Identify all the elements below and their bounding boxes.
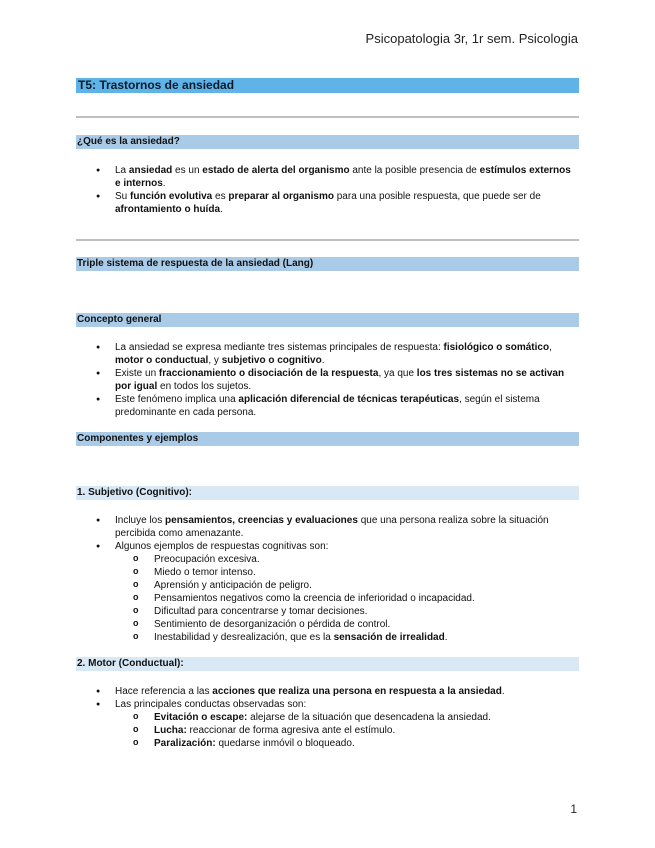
list-item: ● Este fenómeno implica una aplicación diferencial de técnicas terapéuticas, según el sistema predominante en cada persona. bbox=[76, 393, 579, 419]
list-item: ● La ansiedad es un estado de alerta del organismo ante la posible presencia de estímulos externos e internos. bbox=[76, 164, 579, 190]
list-item: ● Algunos ejemplos de respuestas cognitivas son: o Preocupación excesiva. o Miedo o temor intenso. o Aprensión y anticipación de peligro. o Pensamientos negativos como la creencia de inferioridad o incapacidad. o Dificultad para concentrarse y tomar decisiones. o Sentimiento de desorganización o pérdida de control. o Inestabilidad y desrealización, que es la sensación de irrealidad. bbox=[76, 540, 579, 644]
bullet-list-que-es bbox=[76, 164, 579, 216]
section-heading-concepto-general: Concepto general bbox=[76, 313, 579, 327]
list-item: ● Incluye los pensamientos, creencias y evaluaciones que una persona realiza sobre la situación percibida como amenazante. bbox=[76, 514, 579, 540]
sub-list-item: o Preocupación excesiva. bbox=[115, 553, 579, 566]
running-header: Psicopatologia 3r, 1r sem. Psicologia bbox=[365, 31, 578, 46]
sub-list-item: o Aprensión y anticipación de peligro. bbox=[115, 579, 579, 592]
sub-list-item: o Pensamientos negativos como la creencia de inferioridad o incapacidad. bbox=[115, 592, 579, 605]
list-item: ● Las principales conductas observadas son: o Evitación o escape: alejarse de la situación que desencadena la ansiedad. o Lucha: reaccionar de forma agresiva ante el estímulo. o Paralización: quedarse inmóvil o bloqueado. bbox=[76, 698, 579, 750]
bullet-list-subjetivo bbox=[76, 514, 579, 644]
section-heading-que-es: ¿Qué es la ansiedad? bbox=[76, 135, 579, 149]
subsection-heading-motor: 2. Motor (Conductual): bbox=[76, 657, 579, 671]
sub-list-item: o Inestabilidad y desrealización, que es la sensación de irrealidad. bbox=[115, 631, 579, 644]
document-title: T5: Trastornos de ansiedad bbox=[76, 78, 579, 93]
sub-list-item: o Evitación o escape: alejarse de la situación que desencadena la ansiedad. bbox=[115, 711, 579, 724]
list-item: ● Su función evolutiva es preparar al organismo para una posible respuesta, que puede ser de afrontamiento o huída. bbox=[76, 190, 579, 216]
list-item: ● Hace referencia a las acciones que realiza una persona en respuesta a la ansiedad. bbox=[76, 685, 579, 698]
section-heading-triple-sistema: Triple sistema de respuesta de la ansiedad (Lang) bbox=[76, 257, 579, 271]
sub-list-conductas bbox=[115, 711, 579, 750]
bullet-list-concepto bbox=[76, 341, 579, 419]
section-heading-componentes: Componentes y ejemplos bbox=[76, 432, 579, 446]
sub-list-cognitivas bbox=[115, 553, 579, 644]
document-body bbox=[76, 78, 579, 750]
subsection-heading-subjetivo: 1. Subjetivo (Cognitivo): bbox=[76, 486, 579, 500]
list-item: ● La ansiedad se expresa mediante tres sistemas principales de respuesta: fisiológico o somático, motor o conductual, y subjetivo o cognitivo. bbox=[76, 341, 579, 367]
sub-list-item: o Lucha: reaccionar de forma agresiva ante el estímulo. bbox=[115, 724, 579, 737]
sub-list-item: o Miedo o temor intenso. bbox=[115, 566, 579, 579]
page-number: 1 bbox=[570, 802, 577, 816]
sub-list-item: o Paralización: quedarse inmóvil o bloqueado. bbox=[115, 737, 579, 750]
list-item: ● Existe un fraccionamiento o disociación de la respuesta, ya que los tres sistemas no se activan por igual en todos los sujetos. bbox=[76, 367, 579, 393]
bullet-list-motor bbox=[76, 685, 579, 750]
sub-list-item: o Dificultad para concentrarse y tomar decisiones. bbox=[115, 605, 579, 618]
sub-list-item: o Sentimiento de desorganización o pérdida de control. bbox=[115, 618, 579, 631]
